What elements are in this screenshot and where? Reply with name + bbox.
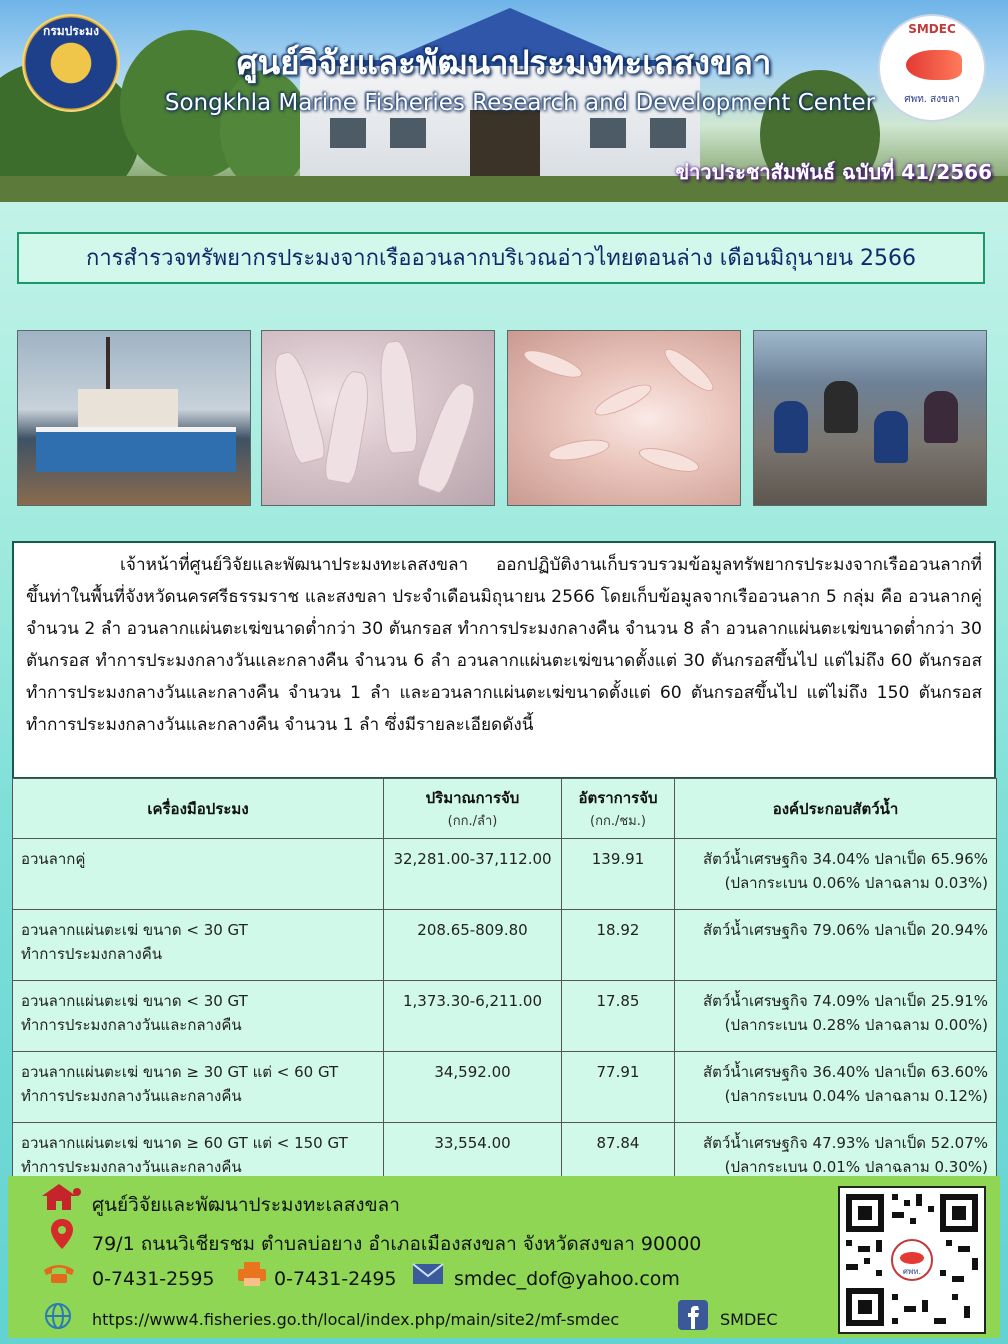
table-row (13, 981, 997, 1052)
field-staff-photo (753, 330, 987, 506)
catch-cell: 33,554.00 (384, 1123, 562, 1194)
fish-shape (637, 443, 702, 476)
person-shape (774, 401, 808, 453)
header-catch-unit: (กก./ลำ) (447, 814, 498, 829)
squid-shape (268, 349, 328, 465)
composition-main: สัตว์น้ำเศรษฐกิจ 36.40% ปลาเป็ด 63.60% (703, 1063, 988, 1081)
gear-name: อวนลากแผ่นตะเฆ่ ขนาด < 30 GT (21, 921, 248, 939)
rate-cell: 18.92 (562, 910, 675, 981)
press-release-number: ข่าวประชาสัมพันธ์ ฉบับที่ 41/2566 (675, 160, 992, 184)
squid-shape (323, 369, 374, 485)
composition-cell (675, 981, 997, 1052)
catch-cell: 208.65-809.80 (384, 910, 562, 981)
gear-name: อวนลากแผ่นตะเฆ่ ขนาด < 30 GT (21, 992, 248, 1010)
fish-shape (547, 436, 611, 464)
boat-hull (36, 427, 236, 472)
news-headline: การสำรวจทรัพยากรประมงจากเรืออวนลากบริเวณอ่าวไทยตอนล่าง เดือนมิถุนายน 2566 (17, 232, 985, 284)
header-rate-label: อัตราการจับ (578, 789, 658, 807)
logo-subtitle: ศพท. สงขลา (904, 94, 960, 105)
gear-mode: ทำการประมงกลางวันและกลางคืน (21, 1016, 242, 1034)
person-shape (924, 391, 958, 443)
squid-shape (377, 340, 419, 454)
building-window (590, 118, 626, 148)
table-header-row (13, 779, 997, 839)
table-row (13, 910, 997, 981)
globe-icon (44, 1302, 72, 1330)
fax-icon (236, 1260, 268, 1288)
gear-mode: ทำการประมงกลางวันและกลางคืน (21, 1087, 242, 1105)
composition-main: สัตว์น้ำเศรษฐกิจ 47.93% ปลาเป็ด 52.07% (703, 1134, 988, 1152)
fish-catch-photo (507, 330, 741, 506)
header-rate-unit: (กก./ชม.) (590, 814, 646, 829)
building-window (650, 118, 686, 148)
person-shape (824, 381, 858, 433)
composition-main: สัตว์น้ำเศรษฐกิจ 34.04% ปลาเป็ด 65.96% (703, 850, 988, 868)
composition-cell (675, 1052, 997, 1123)
rate-cell: 139.91 (562, 839, 675, 910)
gear-name: อวนลากแผ่นตะเฆ่ ขนาด ≥ 60 GT แต่ < 150 GT (21, 1134, 348, 1152)
logo-text: กรมประมง (43, 24, 99, 38)
facebook-icon[interactable] (678, 1300, 708, 1330)
catch-cell: 32,281.00-37,112.00 (384, 839, 562, 910)
center-name-english: Songkhla Marine Fisheries Research and Development Center (164, 90, 876, 116)
header-catch-label: ปริมาณการจับ (425, 789, 520, 807)
boat-mast (106, 337, 110, 397)
header-catch (384, 779, 562, 839)
header-banner (0, 0, 1008, 202)
fish-shape (591, 379, 655, 422)
footer-org-name: ศูนย์วิจัยและพัฒนาประมงทะเลสงขลา (92, 1194, 400, 1216)
email-icon (412, 1262, 444, 1286)
person-shape (874, 411, 908, 463)
trawl-boats-photo (17, 330, 251, 506)
header-rate (562, 779, 675, 839)
home-icon (40, 1182, 82, 1212)
header-gear: เครื่องมือประมง (13, 779, 384, 839)
gear-mode: ทำการประมงกลางคืน (21, 945, 163, 963)
squid-catch-photo (261, 330, 495, 506)
location-pin-icon (50, 1218, 74, 1250)
center-name-thai: ศูนย์วิจัยและพัฒนาประมงทะเลสงขลา (236, 43, 772, 82)
composition-cell (675, 839, 997, 910)
footer-phone: 0-7431-2595 (92, 1268, 215, 1290)
composition-detail: (ปลากระเบน 0.06% ปลาฉลาม 0.03%) (724, 874, 988, 892)
composition-detail: (ปลากระเบน 0.28% ปลาฉลาม 0.00%) (724, 1016, 988, 1034)
building-window (330, 118, 366, 148)
news-body-paragraph: เจ้าหน้าที่ศูนย์วิจัยและพัฒนาประมงทะเลสงขลา ออกปฏิบัติงานเก็บรวบรวมข้อมูลทรัพยากรประมงจากเรืออวนลากที่ขึ้นท่าในพื้นที่จังหวัดนครศรีธรรมราช และสงขลา ประจำเดือนมิถุนายน 2566 โดยเก็บข้อมูลจากเรืออวนลาก 5 กลุ่ม คือ อวนลากคู่ จำนวน 2 ลำ อวนลากแผ่นตะเฆ่ขนาดต่ำกว่า 30 ตันกรอส ทำการประมงกลางคืน จำนวน 8 ลำ อวนลากแผ่นตะเฆ่ขนาดต่ำกว่า 30 ตันกรอส ทำการประมงกลางวันและกลางคืน จำนวน 6 ลำ อวนลากแผ่นตะเฆ่ขนาดตั้งแต่ 30 ตันกรอสขึ้นไป แต่ไม่ถึง 60 ตันกรอส ทำการประมงกลางวันและกลางคืน จำนวน 1 ลำ และอวนลากแผ่นตะเฆ่ขนาดตั้งแต่ 60 ตันกรอสขึ้นไป แต่ไม่ถึง 150 ตันกรอส ทำการประมงกลางวันและกลางคืน จำนวน 1 ลำ ซึ่งมีรายละเอียดดังนี้ (12, 541, 996, 779)
fish-shape (521, 345, 585, 383)
contact-footer (8, 1176, 1000, 1338)
table-row (13, 1052, 997, 1123)
rate-cell: 77.91 (562, 1052, 675, 1123)
building-window (390, 118, 426, 148)
squid-shape (414, 379, 482, 495)
gear-cell (13, 839, 384, 910)
table-row (13, 839, 997, 910)
header-composition: องค์ประกอบสัตว์น้ำ (675, 779, 997, 839)
composition-cell (675, 910, 997, 981)
gear-name: อวนลากคู่ (21, 850, 86, 868)
logo-name: SMDEC (908, 22, 956, 36)
gear-cell (13, 1052, 384, 1123)
catch-cell: 34,592.00 (384, 1052, 562, 1123)
qr-code[interactable] (838, 1186, 986, 1334)
fish-shape (659, 343, 718, 397)
rate-cell: 17.85 (562, 981, 675, 1052)
footer-website-link[interactable]: https://www4.fisheries.go.th/local/index.php/main/site2/mf-smdec (92, 1310, 620, 1329)
qr-logo-text: ศพท. (902, 1267, 922, 1276)
building-door (470, 110, 540, 180)
footer-facebook-name[interactable]: SMDEC (720, 1310, 778, 1329)
gear-name: อวนลากแผ่นตะเฆ่ ขนาด ≥ 30 GT แต่ < 60 GT (21, 1063, 339, 1081)
gear-cell (13, 981, 384, 1052)
footer-address: 79/1 ถนนวิเชียรชม ตำบลบ่อยาง อำเภอเมืองสงขลา จังหวัดสงขลา 90000 (92, 1233, 702, 1255)
composition-main: สัตว์น้ำเศรษฐกิจ 79.06% ปลาเป็ด 20.94% (703, 921, 988, 939)
composition-main: สัตว์น้ำเศรษฐกิจ 74.09% ปลาเป็ด 25.91% (703, 992, 988, 1010)
qr-code-graphic (840, 1188, 984, 1332)
composition-detail: (ปลากระเบน 0.04% ปลาฉลาม 0.12%) (724, 1087, 988, 1105)
footer-fax: 0-7431-2495 (274, 1268, 397, 1290)
survey-results-table (12, 778, 997, 1194)
catch-cell: 1,373.30-6,211.00 (384, 981, 562, 1052)
boat-cabin (78, 389, 178, 429)
rate-cell: 87.84 (562, 1123, 675, 1194)
phone-icon (42, 1262, 76, 1284)
gear-cell (13, 910, 384, 981)
composition-detail: (ปลากระเบน 0.01% ปลาฉลาม 0.30%) (724, 1158, 988, 1176)
gear-mode: ทำการประมงกลางวันและกลางคืน (21, 1158, 242, 1176)
footer-email[interactable]: smdec_dof@yahoo.com (454, 1268, 680, 1290)
